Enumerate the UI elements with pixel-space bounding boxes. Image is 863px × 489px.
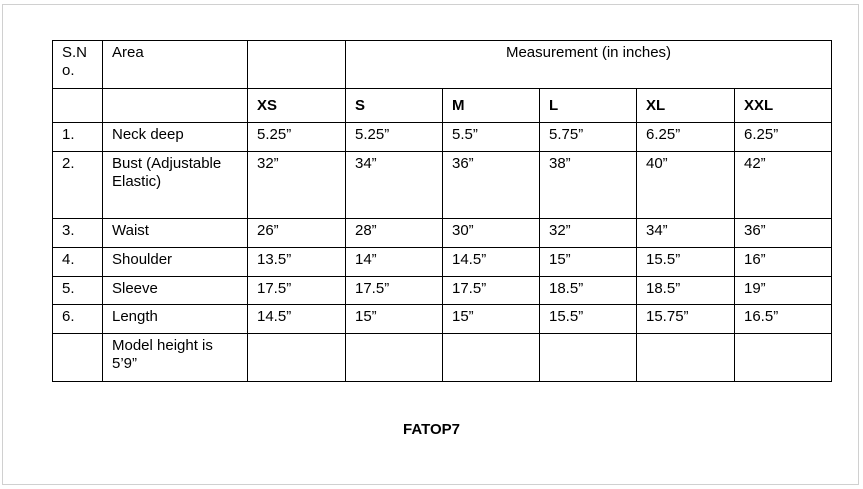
header-sno: S.N o. <box>53 41 103 89</box>
row-sno: 2. <box>53 152 103 219</box>
row-value: 16” <box>735 248 832 277</box>
header-empty-cell <box>248 41 346 89</box>
table-row <box>53 152 832 219</box>
row-value: 36” <box>735 219 832 248</box>
footer-empty-cell <box>346 334 443 382</box>
size-label-l: L <box>540 89 637 123</box>
size-header-empty-sno <box>53 89 103 123</box>
footer-empty-cell <box>637 334 735 382</box>
row-value: 36” <box>443 152 540 219</box>
row-value: 32” <box>540 219 637 248</box>
row-area: Bust (Adjustable Elastic) <box>103 152 248 219</box>
row-value: 40” <box>637 152 735 219</box>
row-value: 5.5” <box>443 123 540 152</box>
row-value: 16.5” <box>735 305 832 334</box>
table-row <box>53 248 832 277</box>
row-value: 34” <box>637 219 735 248</box>
row-sno: 4. <box>53 248 103 277</box>
row-value: 42” <box>735 152 832 219</box>
footer-empty-cell <box>248 334 346 382</box>
row-value: 38” <box>540 152 637 219</box>
size-chart-table <box>52 40 832 382</box>
row-value: 14.5” <box>248 305 346 334</box>
row-value: 15” <box>443 305 540 334</box>
row-area: Shoulder <box>103 248 248 277</box>
row-area: Waist <box>103 219 248 248</box>
row-value: 13.5” <box>248 248 346 277</box>
model-height-note: Model height is 5’9” <box>103 334 248 382</box>
table-row <box>53 277 832 305</box>
size-label-xs: XS <box>248 89 346 123</box>
table-header-row <box>53 41 832 89</box>
row-area: Length <box>103 305 248 334</box>
row-value: 17.5” <box>248 277 346 305</box>
row-value: 30” <box>443 219 540 248</box>
row-value: 6.25” <box>637 123 735 152</box>
table-row <box>53 305 832 334</box>
row-value: 26” <box>248 219 346 248</box>
row-value: 5.75” <box>540 123 637 152</box>
header-measurement: Measurement (in inches) <box>346 41 832 89</box>
row-sno: 3. <box>53 219 103 248</box>
size-header-empty-area <box>103 89 248 123</box>
row-area: Sleeve <box>103 277 248 305</box>
row-value: 34” <box>346 152 443 219</box>
footer-note-row <box>53 334 832 382</box>
row-sno: 5. <box>53 277 103 305</box>
header-area: Area <box>103 41 248 89</box>
table-row <box>53 219 832 248</box>
table-row <box>53 123 832 152</box>
row-value: 18.5” <box>637 277 735 305</box>
row-value: 18.5” <box>540 277 637 305</box>
row-sno: 6. <box>53 305 103 334</box>
row-value: 15.75” <box>637 305 735 334</box>
row-value: 15” <box>346 305 443 334</box>
footer-empty-cell <box>735 334 832 382</box>
row-value: 32” <box>248 152 346 219</box>
row-value: 17.5” <box>443 277 540 305</box>
row-sno: 1. <box>53 123 103 152</box>
size-label-s: S <box>346 89 443 123</box>
size-label-xxl: XXL <box>735 89 832 123</box>
row-value: 5.25” <box>346 123 443 152</box>
row-value: 17.5” <box>346 277 443 305</box>
product-code-caption: FATOP7 <box>403 421 460 438</box>
footer-empty-cell <box>443 334 540 382</box>
footer-empty-sno <box>53 334 103 382</box>
size-header-row <box>53 89 832 123</box>
size-label-m: M <box>443 89 540 123</box>
row-area: Neck deep <box>103 123 248 152</box>
footer-empty-cell <box>540 334 637 382</box>
row-value: 15.5” <box>637 248 735 277</box>
row-value: 14.5” <box>443 248 540 277</box>
row-value: 15.5” <box>540 305 637 334</box>
row-value: 19” <box>735 277 832 305</box>
row-value: 5.25” <box>248 123 346 152</box>
row-value: 14” <box>346 248 443 277</box>
row-value: 6.25” <box>735 123 832 152</box>
row-value: 15” <box>540 248 637 277</box>
row-value: 28” <box>346 219 443 248</box>
size-label-xl: XL <box>637 89 735 123</box>
